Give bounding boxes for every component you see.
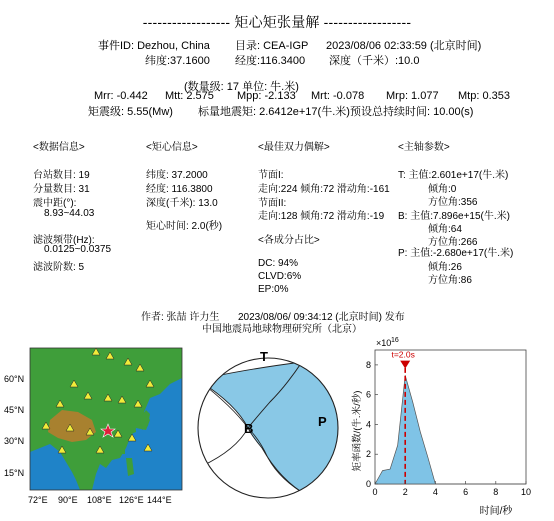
component-count: 分量数目: 31 <box>33 184 90 195</box>
lat-label-45: 45°N <box>4 405 25 415</box>
components-ratio-heading: <各成分占比> <box>258 235 320 246</box>
scalar-moment: 标量地震矩: 2.6412e+17(牛.米) <box>198 106 350 118</box>
dc-ratio: DC: 94% <box>258 258 299 269</box>
t-axis-azimuth: 方位角:356 <box>428 197 478 208</box>
lat-label-30: 30°N <box>4 436 25 446</box>
station-count: 台站数目: 19 <box>33 170 90 181</box>
event-latitude: 纬度:37.1600 <box>145 55 210 67</box>
author: 作者: 张喆 许力生 <box>141 312 220 323</box>
principal-axes-heading: <主轴参数> <box>398 142 450 153</box>
t-axis-plunge: 倾角:0 <box>428 184 457 195</box>
y-tick-label: 6 <box>365 389 371 400</box>
station-map <box>0 340 190 510</box>
p-axis-label: P <box>318 414 327 429</box>
chart-exponent-power: 16 <box>391 337 399 344</box>
lon-label-90: 90°E <box>58 495 78 505</box>
centroid-latitude: 纬度: 37.2000 <box>146 170 208 181</box>
x-tick-label: 6 <box>463 487 469 497</box>
p-axis-plunge: 倾角:26 <box>428 262 462 273</box>
centroid-time-label: t=2.0s <box>391 349 415 360</box>
y-tick-label: 0 <box>365 479 371 489</box>
nodal-plane-1: 走向:224 倾角:72 滑动角:-161 <box>258 184 390 195</box>
p-axis-azimuth: 方位角:86 <box>428 275 472 286</box>
event-longitude: 经度:116.3400 <box>235 55 306 67</box>
b-axis-azimuth: 方位角:266 <box>428 237 478 248</box>
b-axis-label: B <box>244 421 254 436</box>
mtt-value: Mtt: 2.575 <box>165 90 214 102</box>
x-tick-label: 8 <box>493 487 499 497</box>
chart-x-axis-label: 时间/秒 <box>479 506 513 516</box>
t-axis-value: T: 主值:2.601e+17(牛.米) <box>398 170 509 181</box>
event-id: 事件ID: Dezhou, China <box>98 40 210 52</box>
beachball-diagram <box>190 340 350 510</box>
filter-band-label: 滤波频带(Hz): <box>33 235 95 246</box>
moment-rate-chart <box>350 336 550 516</box>
x-tick-label: 10 <box>520 487 532 497</box>
centroid-info-heading: <矩心信息> <box>146 142 198 153</box>
centroid-time: 矩心时间: 2.0(秒) <box>146 221 223 232</box>
double-couple-heading: <最佳双力偶解> <box>258 142 330 153</box>
x-tick-label: 0 <box>372 487 378 497</box>
distance-label: 震中距(°): <box>33 198 77 209</box>
report-title: ------------------ 矩心矩张量解 ------------------ <box>142 14 412 30</box>
nodal-plane-1-label: 节面I: <box>258 170 284 181</box>
event-depth: 深度（千米）:10.0 <box>329 55 420 67</box>
t-axis-label: T <box>260 349 268 364</box>
x-tick-label: 2 <box>402 487 408 497</box>
centroid-longitude: 经度: 116.3800 <box>146 184 213 195</box>
ep-ratio: EP:0% <box>258 284 289 295</box>
lat-label-60: 60°N <box>4 374 25 384</box>
chart-plot-area <box>366 350 531 497</box>
centroid-depth: 深度(千米): 13.0 <box>146 198 218 209</box>
mrr-value: Mrr: -0.442 <box>94 90 148 102</box>
lon-label-108: 108°E <box>87 495 112 505</box>
b-axis-plunge: 倾角:64 <box>428 224 462 235</box>
filter-order: 滤波阶数: 5 <box>33 262 85 273</box>
mrt-value: Mrt: -0.078 <box>311 90 365 102</box>
y-tick-label: 4 <box>365 419 371 430</box>
lon-label-126: 126°E <box>119 495 144 505</box>
lat-label-15: 15°N <box>4 468 25 478</box>
publish-time: 2023/08/06/ 09:34:12 (北京时间) 发布 <box>238 312 405 323</box>
origin-time: 2023/08/06 02:33:59 (北京时间) <box>326 40 482 52</box>
y-tick-label: 8 <box>365 359 371 370</box>
catalog: 目录: CEA-IGP <box>235 40 309 52</box>
distance-value: 8.93~44.03 <box>44 208 95 219</box>
x-tick-label: 4 <box>432 487 438 497</box>
data-info-heading: <数据信息> <box>33 142 85 153</box>
lon-label-72: 72°E <box>28 495 48 505</box>
b-axis-value: B: 主值:7.896e+15(牛.米) <box>398 211 510 222</box>
chart-y-axis-label: 矩率函数/(牛.米/秒) <box>352 390 363 472</box>
mtp-value: Mtp: 0.353 <box>458 90 510 102</box>
y-tick-label: 2 <box>365 449 371 460</box>
korea-landmass <box>130 420 136 434</box>
institute: 中国地震局地球物理研究所（北京） <box>202 324 362 335</box>
moment-magnitude: 矩震级: 5.55(Mw) <box>88 106 173 118</box>
mpp-value: Mpp: -2.133 <box>237 90 296 102</box>
clvd-ratio: CLVD:6% <box>258 271 302 282</box>
nodal-plane-2: 走向:128 倾角:72 滑动角:-19 <box>258 211 385 222</box>
mrp-value: Mrp: 1.077 <box>386 90 439 102</box>
lon-label-144: 144°E <box>147 495 172 505</box>
total-duration: 预设总持续时间: 10.00(s) <box>350 106 474 118</box>
p-axis-value: P: 主值:-2.680e+17(牛.米) <box>398 248 514 259</box>
chart-exponent-base: ×10 <box>376 338 392 348</box>
nodal-plane-2-label: 节面II: <box>258 198 287 209</box>
filter-band-value: 0.0125~0.0375 <box>44 244 112 255</box>
moment-scale: (数量级: 17 单位: 牛.米) <box>184 81 299 93</box>
